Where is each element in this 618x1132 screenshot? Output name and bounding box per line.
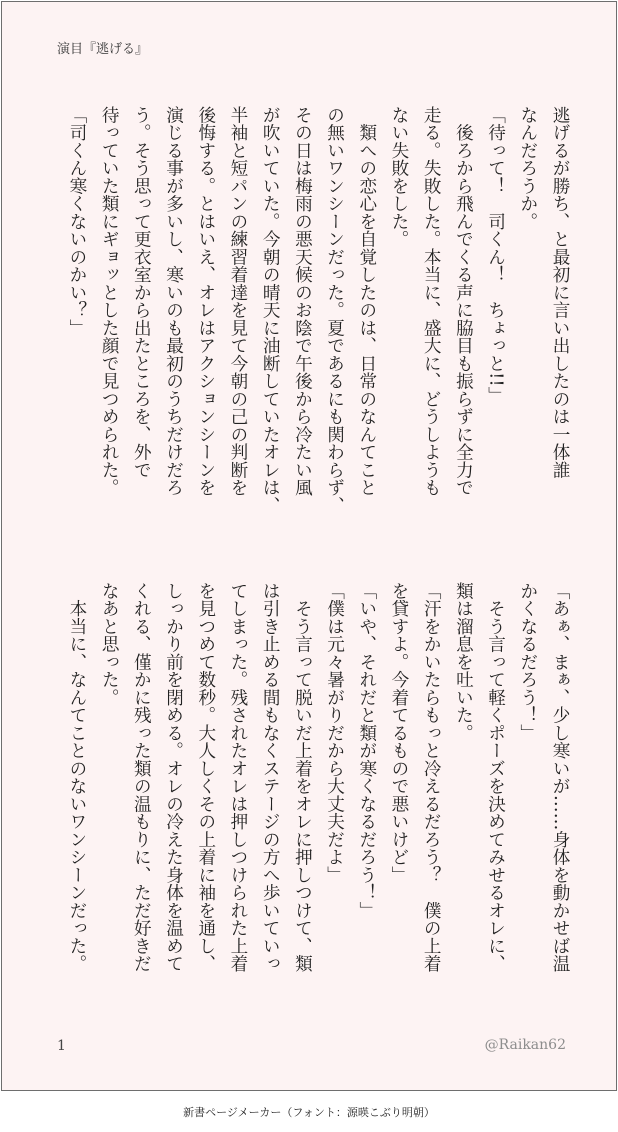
text-line: 「司くん寒くないのかい？」 [66,106,87,337]
text-line: 「あぁ、まぁ、少し寒いが……身体を動かせば温 [550,582,570,973]
text-line: う。そう思って更衣室から出たところを、外で [131,106,152,479]
text-block-bottom [51,582,576,992]
text-line: 演じる事が多いし、寒いのも最初のうちだけだろ [163,106,184,497]
text-line: 走る。失敗した。本当に、盛大に、どうしようも [421,106,442,497]
author-credit: @Raikan62 [484,1037,566,1053]
text-line: 後悔する。とはいえ、オレはアクションシーンを [195,106,216,497]
text-line: 「僕は元々暑がりだから大丈夫だよ」 [324,582,345,884]
page-title: 演目『逃げる』 [57,42,149,57]
text-line: 類は溜息を吐いた。 [453,582,474,742]
text-line: ない失敗をした。 [388,106,409,248]
text-line: てしまった。残されたオレは押しつけられた上着 [227,582,248,973]
text-line: 「待って！ 司くん！ ちょっと!!」 [485,106,506,405]
text-line: その日は梅雨の悪天候のお陰で午後から冷たい風 [292,106,313,497]
text-block-top [51,106,576,546]
text-line: 「汗をかいたらもっと冷えるだろう？ 僕の上着 [421,582,442,973]
page-number: 1 [57,1038,66,1054]
text-line: そう言って軽くポーズを決めてみせるオレに、 [485,582,506,973]
text-line: かくなるだろう！」 [517,582,538,742]
generator-caption: 新書ページメーカー（フォント：源暎こぶり明朝） [183,1106,435,1119]
novel-page [1,1,617,1091]
text-line: くれる、僅かに残った類の温もりに、ただ好きだ [131,582,152,973]
text-line: 待っていた類にギョッとした顔で見つめられた。 [99,106,120,497]
text-line: そう言って脱いだ上着をオレに押しつけて、類 [292,582,313,973]
text-line: 後ろから飛んでくる声に脇目も振らずに全力で [453,106,474,497]
text-line: 類への恋心を自覚したのは、日常のなんてこと [356,106,377,497]
text-line: は引き止める間もなくステージの方へ歩いていっ [260,582,281,973]
text-line: 本当に、なんてことのないワンシーンだった。 [66,582,87,973]
text-line: なんだろうか。 [517,106,538,231]
text-line: の無いワンシーンだった。夏であるにも関わらず、 [324,106,345,515]
text-line: 半袖と短パンの練習着達を見て今朝の己の判断を [227,106,248,497]
text-line: 逃げるが勝ち、と最初に言い出したのは一体誰 [550,106,570,479]
text-line: を貸すよ。今着てるもので悪いけど」 [388,582,409,884]
text-line: を見つめて数秒。大人しくその上着に袖を通し、 [195,582,216,973]
text-line: 「いや、それだと類が寒くなるだろう！」 [356,582,377,920]
text-line: が吹いていた。今朝の晴天に油断していたオレは、 [260,106,281,515]
text-line: なあと思った。 [99,582,120,707]
text-line: しっかり前を閉める。オレの冷えた身体を温めて [163,582,184,973]
